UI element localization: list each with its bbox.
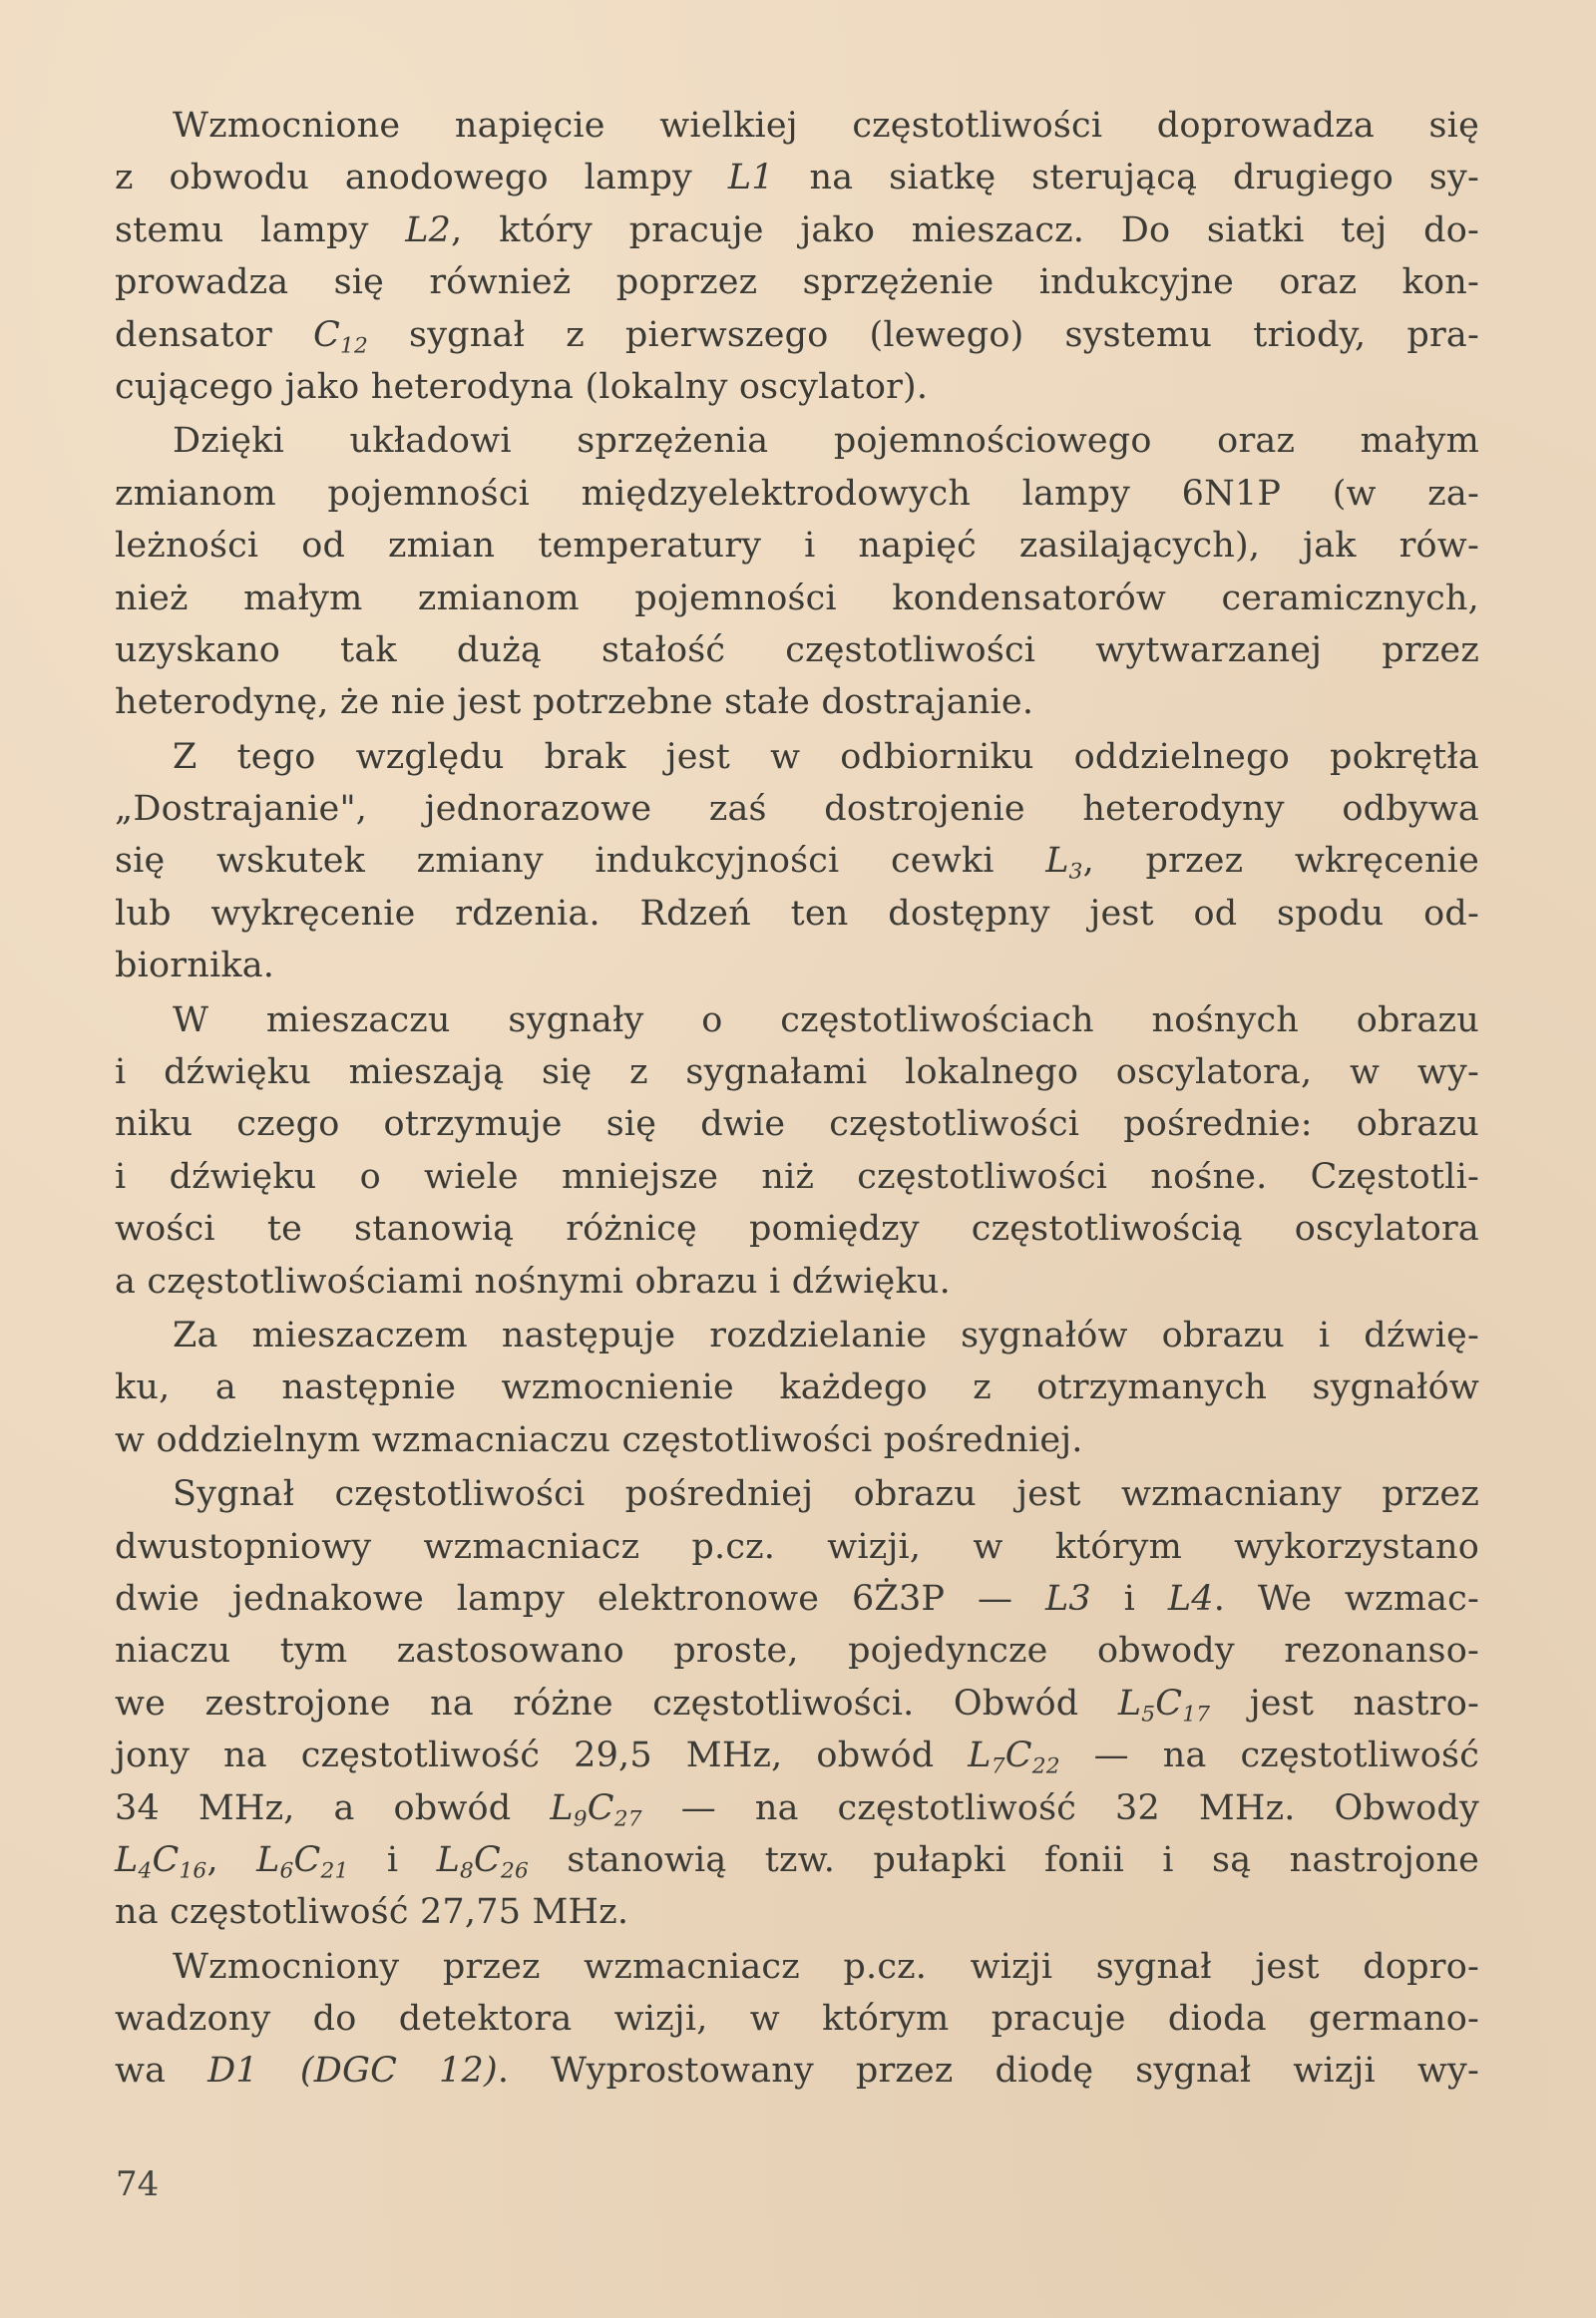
text-line: wości te stanowią różnicę pomiędzy częstotliwością oscylatora — [115, 1209, 1479, 1250]
italic-symbol: L1 — [727, 158, 774, 198]
text-line: wadzony do detektora wizji, w którym pracuje dioda germano- — [115, 1999, 1479, 2040]
text-line: nież małym zmianom pojemności kondensatorów ceramicznych, — [115, 578, 1479, 618]
text-line: dwie jednakowe lampy elektronowe 6Ż3P — L3 i L4. We wzmac- — [115, 1578, 1480, 1619]
component-symbol: $C_{12}$ — [313, 314, 368, 359]
italic-symbol: D1 (DGC 12) — [207, 2051, 498, 2092]
page-number: 74 — [116, 2164, 160, 2204]
component-symbol: $L_4$ — [115, 1839, 153, 1884]
text-line: zmianom pojemności międzyelektrodowych lampy 6N1P (w za- — [115, 473, 1479, 514]
italic-symbol: L2 — [405, 209, 452, 250]
text-line: Dzięki układowi sprzężenia pojemnościowego oraz małym — [173, 421, 1479, 462]
text-line: wa D1 (DGC 12). Wyprostowany przez diodę sygnał wizji wy- — [115, 2051, 1479, 2092]
component-symbol: $L_3$ — [1045, 841, 1083, 885]
body-text — [115, 100, 1479, 2098]
text-line: niku czego otrzymuje się dwie częstotliwości pośrednie: obrazu — [115, 1104, 1479, 1145]
text-line: Wzmocniony przez wzmacniacz p.cz. wizji sygnał jest dopro- — [173, 1946, 1479, 1987]
text-line: „Dostrajanie", jednorazowe zaś dostrojenie heterodyny odbywa — [115, 789, 1479, 830]
component-symbol: $C_{16}$ — [152, 1839, 207, 1884]
paragraph — [115, 994, 1479, 1308]
component-symbol: $L_7$ — [968, 1736, 1005, 1779]
component-symbol: $L_5$ — [1117, 1683, 1156, 1728]
text-line: niaczu tym zastosowano proste, pojedyncze obwody rezonanso- — [115, 1631, 1479, 1672]
text-line: 34 MHz, a obwód $L_9C_{27}$ — na częstotliwość 32 MHz. Obwody — [115, 1787, 1479, 1831]
component-symbol: $L_6$ — [256, 1839, 294, 1884]
text-line: w oddzielnym wzmacniaczu częstotliwości pośredniej. — [115, 1419, 1083, 1460]
text-line: uzyskano tak dużą stałość częstotliwości wytwarzanej przez — [115, 629, 1479, 670]
text-line: leżności od zmian temperatury i napięć zasilających), jak rów- — [115, 526, 1479, 567]
component-symbol: $C_{26}$ — [474, 1839, 530, 1884]
paragraph — [115, 731, 1479, 992]
text-line: W mieszaczu sygnały o częstotliwościach nośnych obrazu — [173, 999, 1479, 1040]
paragraph — [115, 1310, 1479, 1466]
component-symbol: $C_{17}$ — [1155, 1683, 1211, 1728]
text-line: prowadza się również poprzez sprzężenie indukcyjne oraz kon- — [115, 262, 1479, 303]
text-line: dwustopniowy wzmacniacz p.cz. wizji, w którym wykorzystano — [115, 1526, 1479, 1567]
italic-symbol: L3 — [1044, 1578, 1091, 1619]
component-symbol: $C_{22}$ — [1004, 1736, 1060, 1779]
component-symbol: $C_{21}$ — [293, 1839, 349, 1884]
component-symbol: $L_8$ — [436, 1839, 475, 1884]
text-line: Za mieszaczem następuje rozdzielanie sygnałów obrazu i dźwię- — [173, 1315, 1479, 1355]
paragraph — [115, 1468, 1479, 1939]
text-line: Sygnał częstotliwości pośredniej obrazu jest wzmacniany przez — [173, 1474, 1479, 1515]
text-line: we zestrojone na różne częstotliwości. Obwód $L_5C_{17}$ jest nastro- — [115, 1683, 1479, 1728]
text-line: stemu lampy L2, który pracuje jako mieszacz. Do siatki tej do- — [115, 209, 1479, 250]
text-line: się wskutek zmiany indukcyjności cewki $L_3$, przez wkręcenie — [115, 841, 1479, 885]
paragraph — [115, 100, 1479, 413]
paragraph — [115, 415, 1479, 728]
text-line: cującego jako heterodyna (lokalny oscylator). — [115, 366, 929, 407]
text-line: na częstotliwość 27,75 MHz. — [115, 1892, 629, 1933]
text-line: ku, a następnie wzmocnienie każdego z otrzymanych sygnałów — [115, 1367, 1479, 1408]
text-line: heterodynę, że nie jest potrzebne stałe dostrajanie. — [115, 682, 1034, 723]
text-line: a częstotliwościami nośnymi obrazu i dźwięku. — [115, 1261, 951, 1302]
text-line: Wzmocnione napięcie wielkiej częstotliwości doprowadza się — [173, 106, 1479, 146]
text-line: Z tego względu brak jest w odbiorniku oddzielnego pokrętła — [173, 736, 1479, 777]
text-line: densator $C_{12}$ sygnał z pierwszego (lewego) systemu triody, pra- — [115, 314, 1480, 359]
text-line: jony na częstotliwość 29,5 MHz, obwód $L_7C_{22}$ — na częstotliwość — [115, 1736, 1480, 1779]
paragraph — [115, 1941, 1479, 2098]
text-line: lub wykręcenie rdzenia. Rdzeń ten dostępny jest od spodu od- — [115, 893, 1479, 934]
text-line: $L_4C_{16}$, $L_6C_{21}$ i $L_8C_{26}$ stanowią tzw. pułapki fonii i są nastrojone — [115, 1839, 1479, 1884]
italic-symbol: L4 — [1167, 1578, 1214, 1619]
text-line: i dźwięku mieszają się z sygnałami lokalnego oscylatora, w wy- — [115, 1052, 1479, 1093]
component-symbol: $C_{27}$ — [587, 1787, 642, 1831]
component-symbol: $L_9$ — [550, 1787, 588, 1831]
text-line: biornika. — [115, 946, 275, 986]
text-line: z obwodu anodowego lampy L1 na siatkę sterującą drugiego sy- — [115, 158, 1479, 198]
text-line: i dźwięku o wiele mniejsze niż częstotliwości nośne. Częstotli- — [115, 1156, 1479, 1197]
